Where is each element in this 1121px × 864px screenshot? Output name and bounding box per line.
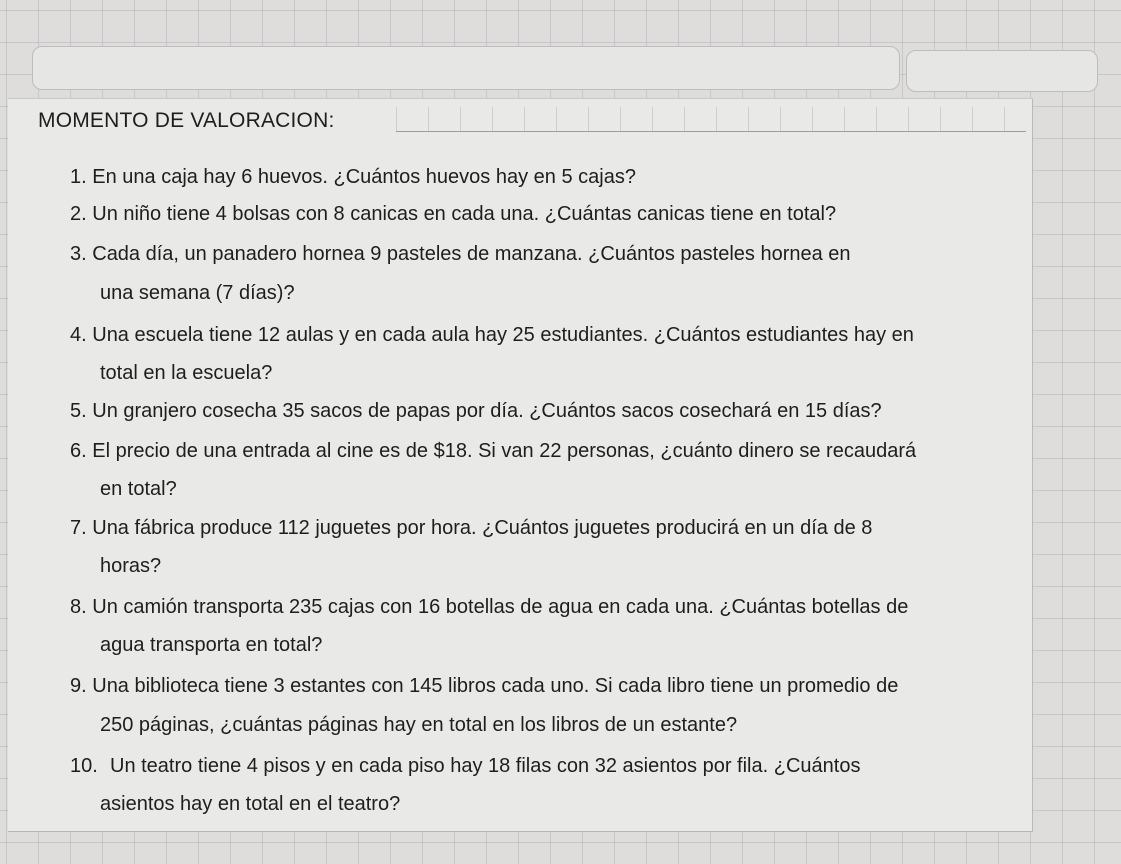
question-number: 8.	[70, 596, 87, 618]
question-text: Un teatro tiene 4 pisos y en cada piso hay 18 filas con 32 asientos por fila. ¿Cuántos	[110, 755, 861, 777]
question-8	[70, 595, 908, 619]
question-number: 3.	[70, 243, 87, 265]
question-text: Una escuela tiene 12 aulas y en cada aula hay 25 estudiantes. ¿Cuántos estudiantes hay en	[86, 324, 914, 346]
question-10-continued: asientos hay en total en el teatro?	[100, 793, 401, 815]
question-5	[70, 399, 882, 423]
question-text: Un camión transporta 235 cajas con 16 botellas de agua en cada una. ¿Cuántas botellas de	[86, 596, 909, 618]
question-9	[70, 674, 898, 698]
question-text: Cada día, un panadero hornea 9 pasteles de manzana. ¿Cuántos pasteles hornea en	[86, 243, 851, 265]
cut-paper-strip-small	[906, 50, 1098, 92]
question-number: 4.	[70, 324, 87, 346]
question-number: 6.	[70, 440, 87, 462]
question-text: Un granjero cosecha 35 sacos de papas por día. ¿Cuántos sacos cosechará en 15 días?	[86, 400, 882, 422]
worksheet	[8, 98, 1033, 832]
question-8-continued: agua transporta en total?	[100, 634, 323, 656]
worksheet-heading: MOMENTO DE VALORACION:	[38, 109, 335, 132]
question-number: 9.	[70, 675, 87, 697]
question-6-continued: en total?	[100, 478, 177, 500]
question-number: 5.	[70, 400, 87, 422]
question-7	[70, 516, 872, 540]
question-text: En una caja hay 6 huevos. ¿Cuántos huevos hay en 5 cajas?	[86, 166, 636, 188]
question-number: 10.	[70, 755, 98, 777]
question-number: 1.	[70, 166, 87, 188]
cut-paper-strip	[32, 46, 900, 90]
question-3	[70, 242, 851, 266]
question-number: 7.	[70, 517, 87, 539]
question-4-continued: total en la escuela?	[100, 362, 273, 384]
question-2	[70, 202, 836, 226]
question-6	[70, 439, 916, 463]
question-4	[70, 323, 914, 347]
question-text: Una fábrica produce 112 juguetes por hora. ¿Cuántos juguetes producirá en un día de 8	[86, 517, 873, 539]
question-number: 2.	[70, 203, 87, 225]
question-1	[70, 165, 636, 189]
question-9-continued: 250 páginas, ¿cuántas páginas hay en total en los libros de un estante?	[100, 714, 738, 736]
question-text: Una biblioteca tiene 3 estantes con 145 libros cada uno. Si cada libro tiene un promedio de	[86, 675, 899, 697]
question-3-continued: una semana (7 días)?	[100, 282, 295, 304]
question-10	[70, 754, 860, 778]
question-text: El precio de una entrada al cine es de $18. Si van 22 personas, ¿cuánto dinero se recaudará	[86, 440, 917, 462]
question-7-continued: horas?	[100, 555, 162, 577]
question-list	[8, 99, 1032, 831]
question-text: Un niño tiene 4 bolsas con 8 canicas en cada una. ¿Cuántas canicas tiene en total?	[86, 203, 837, 225]
